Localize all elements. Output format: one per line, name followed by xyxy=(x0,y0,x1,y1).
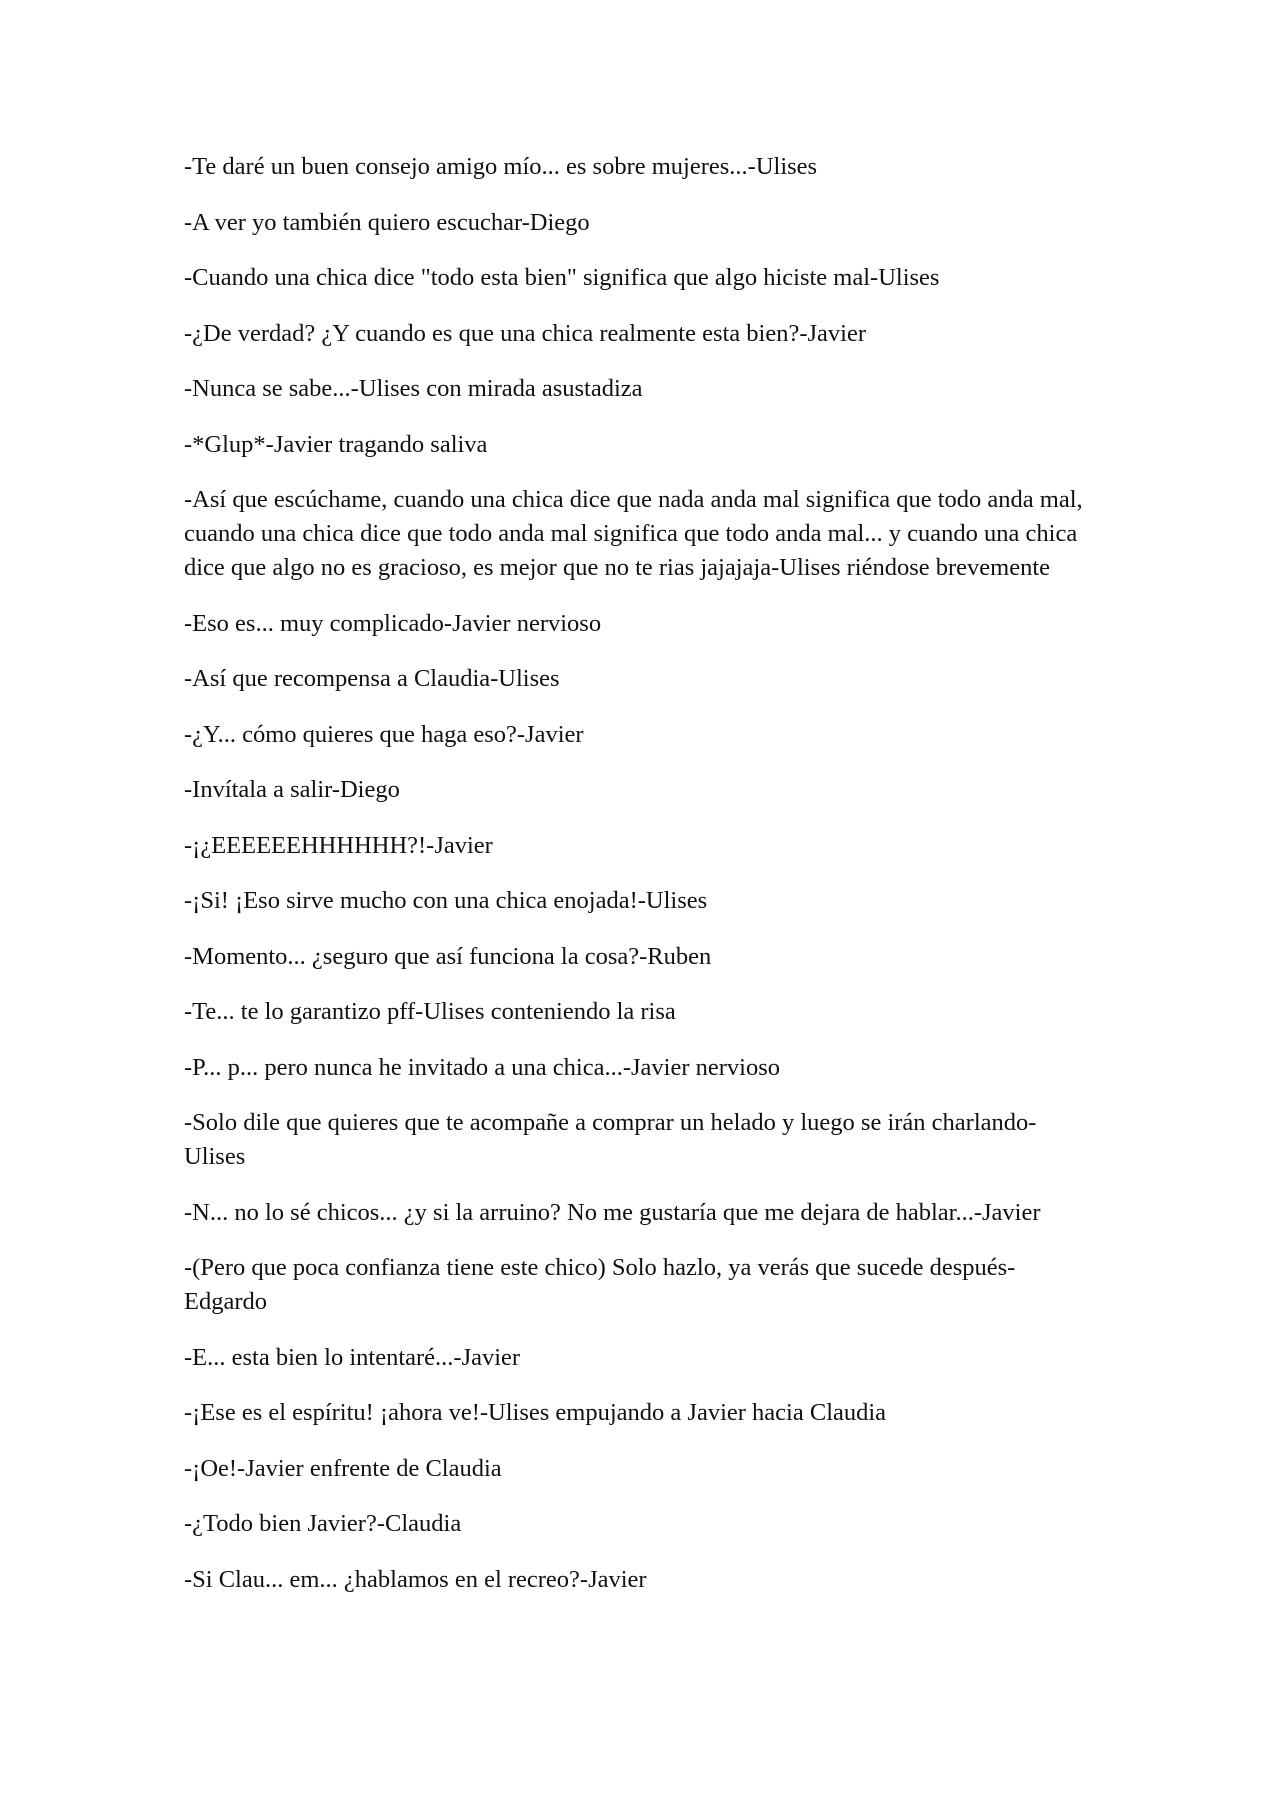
dialogue-line: -¡Ese es el espíritu! ¡ahora ve!-Ulises empujando a Javier hacia Claudia xyxy=(184,1399,887,1426)
dialogue-line: -N... no lo sé chicos... ¿y si la arruino? No me gustaría que me dejara de hablar...-Javier xyxy=(184,1198,1041,1226)
dialogue-line: -A ver yo también quiero escuchar-Diego xyxy=(184,208,590,236)
dialogue-line: -¡Si! ¡Eso sirve mucho con una chica enojada!-Ulises xyxy=(184,887,708,914)
dialogue-line: -¿De verdad? ¿Y cuando es que una chica realmente esta bien?-Javier xyxy=(184,319,867,347)
dialogue-line: -Te daré un buen consejo amigo mío... es sobre mujeres...-Ulises xyxy=(184,153,818,180)
dialogue-line: -E... esta bien lo intentaré...-Javier xyxy=(184,1343,521,1371)
dialogue-line: -Así que escúchame, cuando una chica dice que nada anda mal significa que todo anda mal, cuando una chica dice que todo anda mal significa que todo anda mal... y cuando una chica dice que algo no es gracioso, es mejor que no te rias jajajaja-Ulises riéndose brevemente xyxy=(184,486,1083,581)
dialogue-line: -(Pero que poca confianza tiene este chico) Solo hazlo, ya verás que sucede después-Edgardo xyxy=(184,1254,1016,1315)
dialogue-line: -Así que recompensa a Claudia-Ulises xyxy=(184,665,560,692)
dialogue-line: -¡¿EEEEEEHHHHHH?!-Javier xyxy=(184,831,493,859)
dialogue-line: -Momento... ¿seguro que así funciona la cosa?-Ruben xyxy=(184,942,712,970)
dialogue-line: -Solo dile que quieres que te acompañe a comprar un helado y luego se irán charlando-Ulises xyxy=(184,1109,1037,1170)
dialogue-line: -*Glup*-Javier tragando saliva xyxy=(184,430,488,458)
dialogue-text-body xyxy=(184,150,1094,1618)
dialogue-line: -P... p... pero nunca he invitado a una chica...-Javier nervioso xyxy=(184,1053,780,1081)
dialogue-line: -Cuando una chica dice "todo esta bien" significa que algo hiciste mal-Ulises xyxy=(184,264,940,291)
dialogue-line: -¿Todo bien Javier?-Claudia xyxy=(184,1510,462,1537)
dialogue-line: -¿Y... cómo quieres que haga eso?-Javier xyxy=(184,720,584,748)
dialogue-line: -¡Oe!-Javier enfrente de Claudia xyxy=(184,1454,502,1482)
dialogue-line: -Te... te lo garantizo pff-Ulises conteniendo la risa xyxy=(184,998,676,1025)
dialogue-line: -Si Clau... em... ¿hablamos en el recreo?-Javier xyxy=(184,1565,647,1593)
dialogue-line: -Nunca se sabe...-Ulises con mirada asustadiza xyxy=(184,375,643,402)
dialogue-line: -Invítala a salir-Diego xyxy=(184,776,400,803)
dialogue-line: -Eso es... muy complicado-Javier nervioso xyxy=(184,609,602,637)
